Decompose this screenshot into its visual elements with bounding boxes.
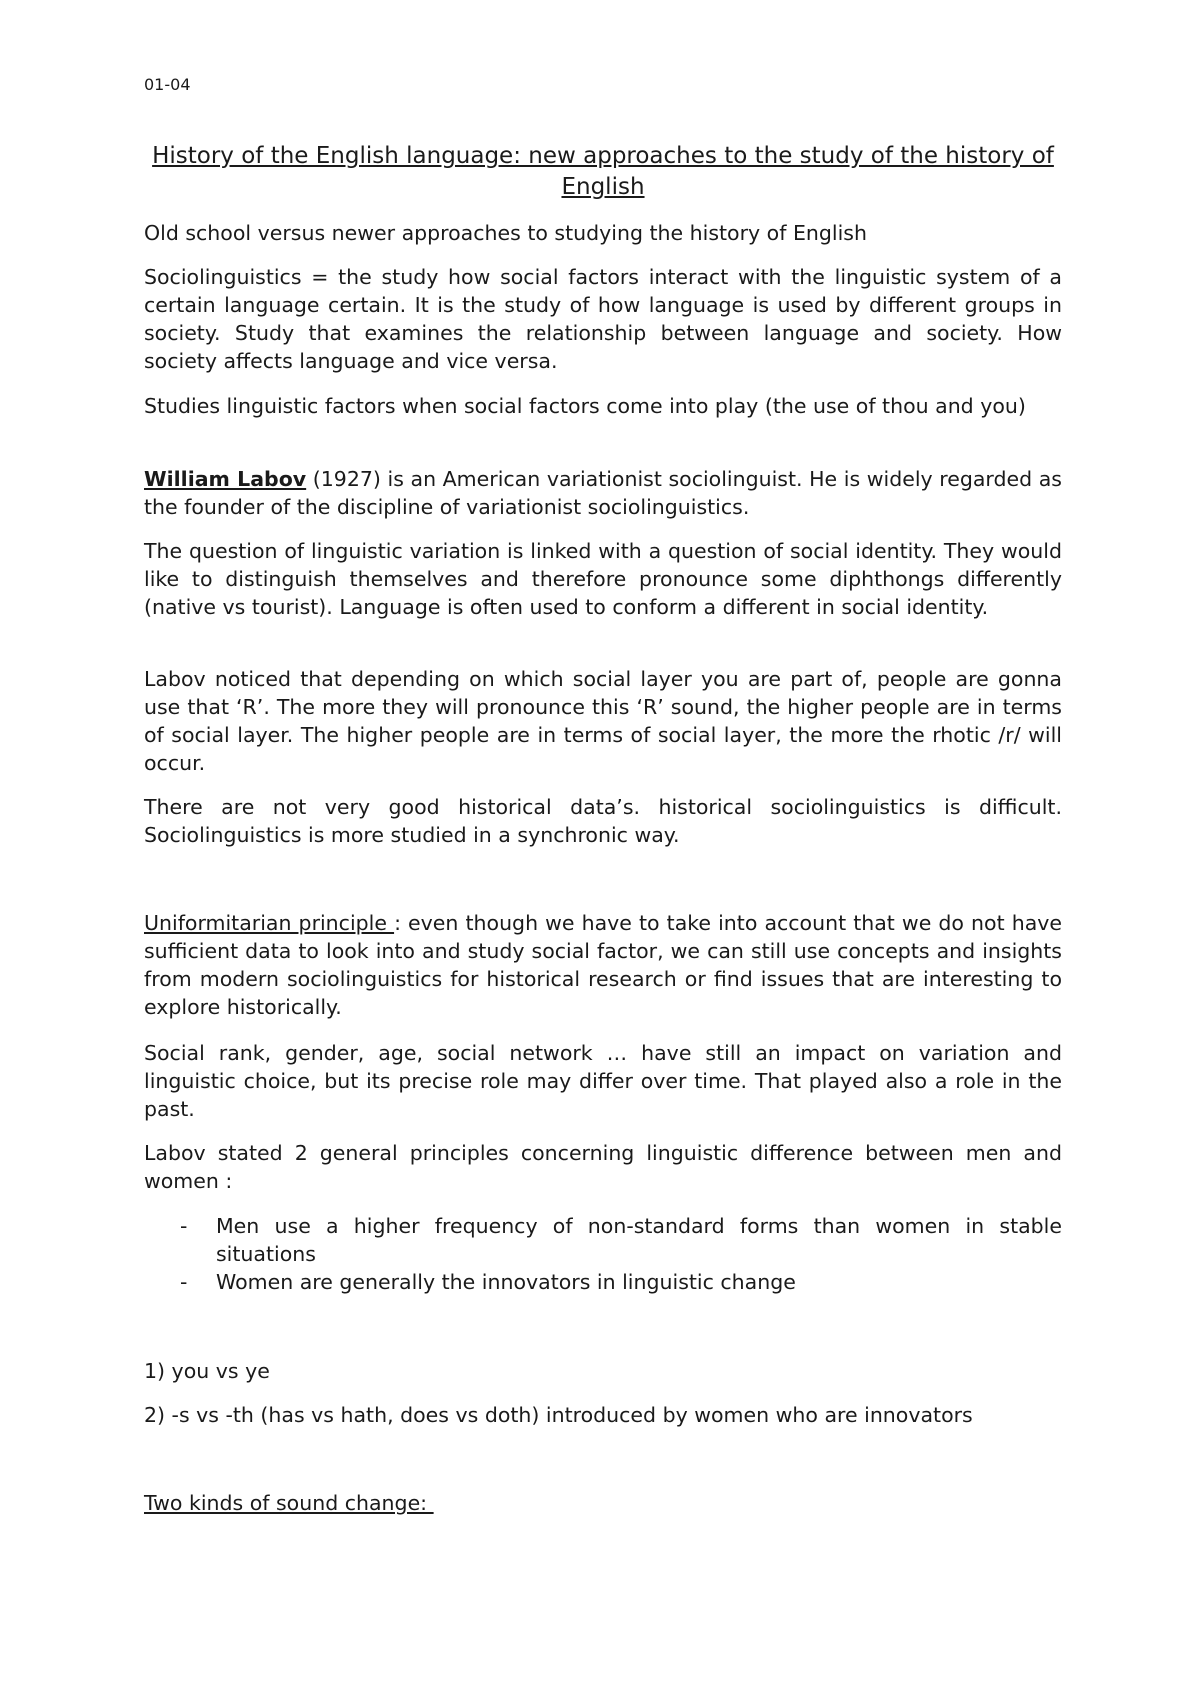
labov-paragraph: [144, 465, 1062, 521]
list-item: [180, 1268, 1062, 1296]
bullet-dash: -: [180, 1214, 188, 1238]
sound-change-heading-text: Two kinds of sound change:: [144, 1491, 434, 1515]
uniformitarian-description: : even though we have to take into account that we do not have sufficient data to look into and study social factor, we can still use concepts and insights from modern sociolinguistics for historical research or find issues that are interesting to explore historically.: [144, 911, 1062, 1019]
labov-name: William Labov: [144, 467, 307, 491]
labov-r-paragraph: Labov noticed that depending on which social layer you are part of, people are gonna use that ‘R’. The more they will pronounce this ‘R’ sound, the higher people are in terms of social layer. The higher people are in terms of social layer, the more the rhotic /r/ will occur.: [144, 667, 1062, 775]
document-date: 01-04: [144, 75, 191, 94]
example-2: 2) -s vs -th (has vs hath, does vs doth) introduced by women who are innovators: [144, 1403, 973, 1427]
bullet-text: Women are generally the innovators in linguistic change: [216, 1270, 796, 1294]
bullet-text: Men use a higher frequency of non-standard forms than women in stable situations: [216, 1214, 1062, 1266]
labov-principles-paragraph: Labov stated 2 general principles concerning linguistic difference between men and women :: [144, 1141, 1062, 1193]
document-title: History of the English language: new approaches to the study of the history of English: [152, 143, 1054, 200]
social-rank-paragraph: Social rank, gender, age, social network … have still an impact on variation and linguistic choice, but its precise role may differ over time. That played also a role in the past.: [144, 1041, 1062, 1121]
variation-identity-paragraph: The question of linguistic variation is linked with a question of social identity. They would like to distinguish themselves and therefore pronounce some diphthongs differently (native vs tourist). Language is often used to conform a different in social identity.: [144, 539, 1062, 619]
bullet-dash: -: [180, 1270, 188, 1294]
studies-factors-paragraph: Studies linguistic factors when social factors come into play (the use of thou and you): [144, 394, 1026, 418]
uniformitarian-paragraph: [144, 909, 1062, 1021]
uniformitarian-term: Uniformitarian principle: [144, 911, 395, 935]
sound-change-heading: [144, 1489, 1062, 1517]
labov-description: (1927) is an American variationist sociolinguist. He is widely regarded as the founder of the discipline of variationist sociolinguistics.: [144, 467, 1062, 519]
list-item: [180, 1212, 1062, 1268]
historical-data-paragraph: There are not very good historical data’s. historical sociolinguistics is difficult. Sociolinguistics is more studied in a synchronic way.: [144, 795, 1062, 847]
sociolinguistics-definition: Sociolinguistics = the study how social factors interact with the linguistic system of a certain language certain. It is the study of how language is used by different groups in society. Study that examines the relationship between language and society. How society affects language and vice versa.: [144, 265, 1062, 373]
example-1: 1) you vs ye: [144, 1359, 270, 1383]
intro-paragraph: Old school versus newer approaches to studying the history of English: [144, 221, 867, 245]
